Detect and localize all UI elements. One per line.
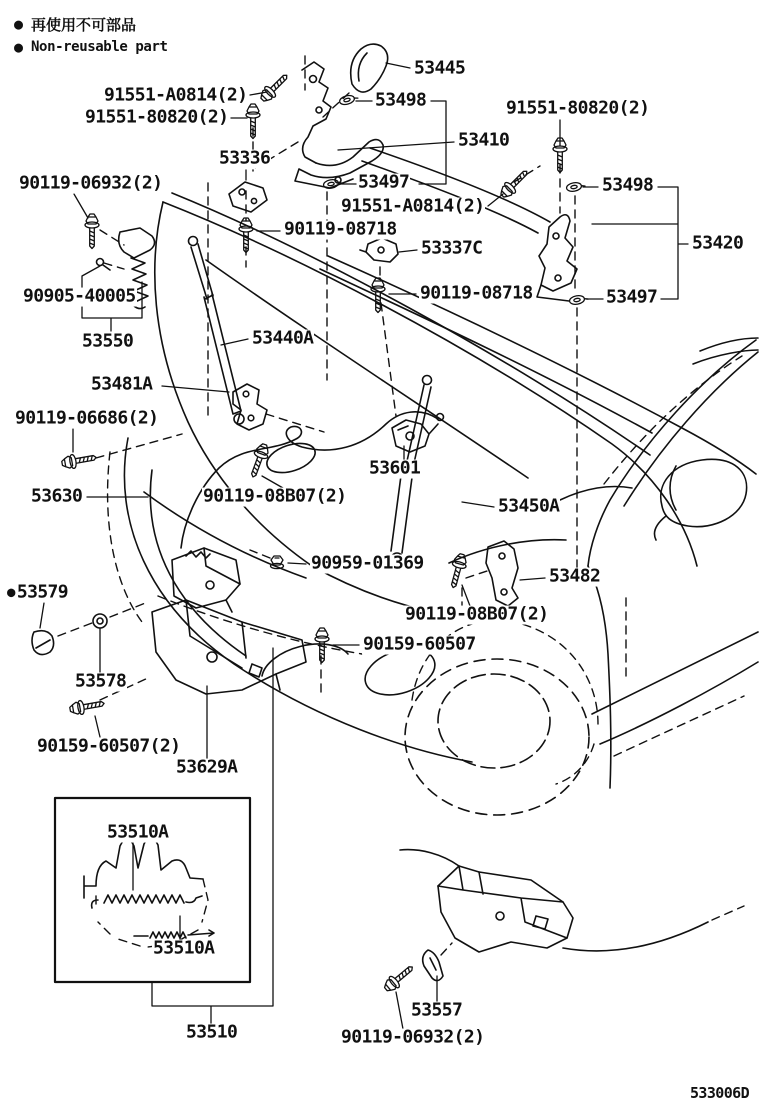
bolt-90119-08718-b <box>371 278 385 313</box>
part-number-text: 53497 <box>606 286 658 308</box>
part-number-text: 53337C <box>421 237 483 259</box>
part-number-text: 53578 <box>75 670 127 692</box>
part-label-91551-a0814-top <box>103 84 248 106</box>
part-number-text: 53510A <box>153 937 215 959</box>
part-number-text: 91551-80820(2) <box>506 97 650 119</box>
part-number-text: 53420 <box>692 232 744 254</box>
part-label-53481a <box>90 373 153 395</box>
legend-text-jp: 再使用不可部品 <box>31 16 137 34</box>
part-label-90119-06686 <box>14 407 159 429</box>
part-label-53482 <box>548 565 601 587</box>
part-number-text: 53445 <box>414 57 466 79</box>
part-label-90959-01369 <box>310 552 425 574</box>
hood-stay-rod-left <box>189 237 245 425</box>
hood-lock-53578 <box>172 548 240 612</box>
part-label-diagram-code <box>689 1086 750 1102</box>
stay-bracket-53481a <box>233 384 267 430</box>
bolt-91551-a0814-mid <box>497 166 531 200</box>
part-label-53630 <box>30 485 83 507</box>
part-number-text: 91551-80820(2) <box>85 106 229 128</box>
bolt-91551-a0814-top <box>257 70 291 104</box>
lock-support-53629a <box>152 600 306 694</box>
part-number-text: 90119-08B07(2) <box>405 603 549 625</box>
part-label-53337c <box>420 237 483 259</box>
part-label-91551-80820-top <box>84 106 229 128</box>
part-number-text: 91551-A0814(2) <box>341 195 485 217</box>
fasteners <box>61 70 589 994</box>
part-number-text: 53450A <box>498 495 560 517</box>
part-label-53510a-top <box>106 821 169 843</box>
part-number-text: 53482 <box>549 565 601 587</box>
part-number-text: 90159-60507(2) <box>37 735 181 757</box>
part-label-53510 <box>185 1021 238 1043</box>
front-wheel-rim <box>438 674 550 768</box>
part-number-text: 90159-60507 <box>363 633 476 655</box>
part-number-text: 53497 <box>358 171 410 193</box>
part-number-text: 90959-01369 <box>311 552 424 574</box>
part-number-text: 53550 <box>82 330 134 352</box>
part-label-53497-lh <box>357 171 410 193</box>
front-wheel-tire <box>405 659 589 815</box>
part-label-53498-rh <box>601 174 654 196</box>
part-number-text: 53601 <box>369 457 421 479</box>
car-body-outline <box>108 338 758 815</box>
part-label-53579 <box>6 581 69 603</box>
part-label-53578 <box>74 670 127 692</box>
bracket-53337c <box>360 238 398 262</box>
part-label-90119-08718-a <box>283 218 398 240</box>
clip-53557 <box>423 950 443 981</box>
part-label-53497-rh <box>605 286 658 308</box>
part-number-text: 53410 <box>458 129 510 151</box>
part-label-91551-a0814-mid <box>340 195 485 217</box>
bolt-90119-06932-top <box>85 214 99 249</box>
part-number-text: 91551-A0814(2) <box>104 84 248 106</box>
part-number-text: 53510 <box>186 1021 238 1043</box>
legend-row-en <box>14 39 168 55</box>
legend-text-en: Non-reusable part <box>31 39 168 55</box>
bolt-90119-06686 <box>61 451 97 471</box>
grommet-53579-part <box>32 614 107 655</box>
part-number-text: 53440A <box>252 327 314 349</box>
part-label-90159-60507-a <box>362 633 477 655</box>
part-label-53450a <box>497 495 560 517</box>
part-label-90119-08b07-a <box>202 485 347 507</box>
part-number-text: 90119-08718 <box>420 282 533 304</box>
part-number-text: 90119-08B07(2) <box>203 485 347 507</box>
hood-hinge-left <box>295 62 383 188</box>
part-number-text: 53579 <box>16 581 69 603</box>
part-number-text: 53336 <box>219 147 271 169</box>
part-label-53601 <box>368 457 421 479</box>
part-label-53336 <box>218 147 271 169</box>
part-label-90905-40005 <box>22 285 137 307</box>
non-reusable-icon: ● <box>14 37 24 56</box>
part-label-90119-08b07-b <box>404 603 549 625</box>
grommet-53498-lh <box>339 93 359 106</box>
part-label-90159-60507-b <box>36 735 181 757</box>
bracket-53336 <box>229 182 267 212</box>
lock-spring-large <box>92 895 202 908</box>
part-label-90119-08718-b <box>419 282 534 304</box>
part-label-90119-06932-bot <box>340 1026 485 1048</box>
hood-support-clip-53445 <box>351 44 388 92</box>
stay-bracket-53482 <box>486 541 518 606</box>
part-number-text: 53481A <box>91 373 153 395</box>
part-number-text: 90119-08718 <box>284 218 397 240</box>
part-number-text: 533006D <box>690 1084 750 1103</box>
part-label-53498-lh <box>374 89 427 111</box>
non-reusable-icon: ● <box>14 15 24 33</box>
part-label-53629a <box>175 756 238 778</box>
part-number-text: 53498 <box>602 174 654 196</box>
part-number-text: 90119-06932(2) <box>341 1026 485 1048</box>
bolt-90119-06932-bot <box>381 962 416 995</box>
part-number-text: 53510A <box>107 821 169 843</box>
part-label-53410 <box>457 129 510 151</box>
part-number-text: 90119-06686(2) <box>15 407 159 429</box>
part-number-text: 90119-06932(2) <box>19 172 163 194</box>
part-number-text: 90905-40005 <box>23 285 136 307</box>
hood-lock-cable <box>181 412 444 548</box>
bolt-90119-08b07-b <box>446 552 468 589</box>
non-reusable-icon: ● <box>7 584 15 601</box>
legend <box>14 14 168 59</box>
part-number-text: 53498 <box>375 89 427 111</box>
part-label-90119-06932-top <box>18 172 163 194</box>
part-number-text: 53557 <box>411 999 463 1021</box>
part-label-53420 <box>691 232 744 254</box>
part-label-53550 <box>81 330 134 352</box>
part-label-53557 <box>410 999 463 1021</box>
grommet-53497-rh <box>569 294 589 305</box>
part-number-text: 53630 <box>31 485 83 507</box>
part-label-53445 <box>413 57 466 79</box>
hood-hinge-right <box>537 215 577 301</box>
part-label-91551-80820-rh <box>505 97 650 119</box>
part-label-53510a-bot <box>152 937 215 959</box>
radiator-support-lock-base <box>400 850 744 952</box>
part-number-text: 53629A <box>176 756 238 778</box>
part-label-53440a <box>251 327 314 349</box>
legend-row-jp <box>14 14 168 35</box>
